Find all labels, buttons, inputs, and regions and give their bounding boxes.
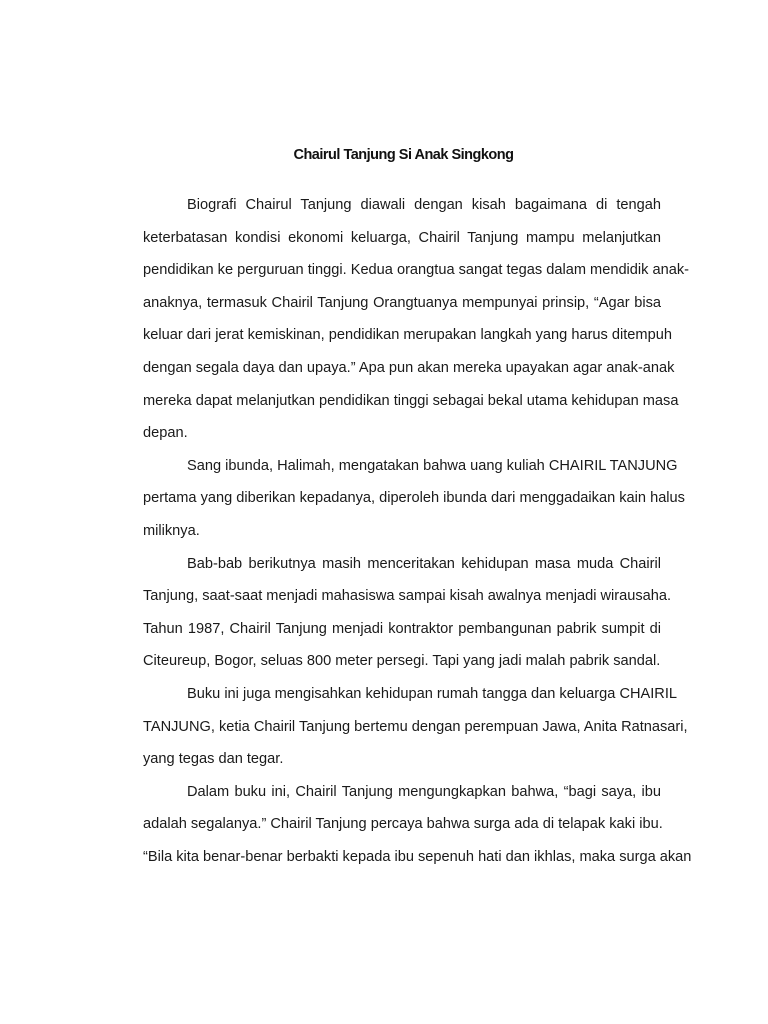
text-line: “Bila kita benar-benar berbakti kepada ibu sepenuh hati dan ikhlas, maka surga akan xyxy=(143,848,692,865)
text-line: Tanjung, saat-saat menjadi mahasiswa sampai kisah awalnya menjadi wirausaha. xyxy=(143,588,672,605)
document-body xyxy=(143,193,692,877)
text-line: yang tegas dan tegar. xyxy=(143,751,284,768)
text-line: adalah segalanya.” Chairil Tanjung percaya bahwa surga ada di telapak kaki ibu. xyxy=(143,816,663,833)
paragraph-first-line: Buku ini juga mengisahkan kehidupan rumah tangga dan keluarga CHAIRIL xyxy=(187,685,678,702)
text-line: pendidikan ke perguruan tinggi. Kedua orangtua sangat tegas dalam mendidik anak- xyxy=(143,262,690,279)
text-line: mereka dapat melanjutkan pendidikan tinggi sebagai bekal utama kehidupan masa xyxy=(143,392,679,409)
text-line: Citeureup, Bogor, seluas 800 meter persegi. Tapi yang jadi malah pabrik sandal. xyxy=(143,653,661,670)
text-line: depan. xyxy=(143,425,188,442)
paragraph-first-line: Bab-bab berikutnya masih menceritakan kehidupan masa muda Chairil xyxy=(187,555,661,572)
text-line: keterbatasan kondisi ekonomi keluarga, Chairil Tanjung mampu melanjutkan xyxy=(143,229,661,246)
document-title: Chairul Tanjung Si Anak Singkong xyxy=(293,147,514,163)
paragraph-first-line: Sang ibunda, Halimah, mengatakan bahwa uang kuliah CHAIRIL TANJUNG xyxy=(187,457,678,474)
text-line: dengan segala daya dan upaya.” Apa pun akan mereka upayakan agar anak-anak xyxy=(143,359,675,376)
text-line: Tahun 1987, Chairil Tanjung menjadi kontraktor pembangunan pabrik sumpit di xyxy=(143,620,661,637)
paragraph-first-line: Dalam buku ini, Chairil Tanjung mengungkapkan bahwa, “bagi saya, ibu xyxy=(187,783,661,800)
paragraph-first-line: Biografi Chairul Tanjung diawali dengan kisah bagaimana di tengah xyxy=(187,197,661,213)
text-line: anaknya, termasuk Chairil Tanjung Orangtuanya mempunyai prinsip, “Agar bisa xyxy=(143,294,661,311)
text-line: pertama yang diberikan kepadanya, diperoleh ibunda dari menggadaikan kain halus xyxy=(143,490,685,507)
text-line: keluar dari jerat kemiskinan, pendidikan merupakan langkah yang harus ditempuh xyxy=(143,327,672,344)
text-line: miliknya. xyxy=(143,522,200,539)
text-line: TANJUNG, ketia Chairil Tanjung bertemu dengan perempuan Jawa, Anita Ratnasari, xyxy=(143,718,688,735)
